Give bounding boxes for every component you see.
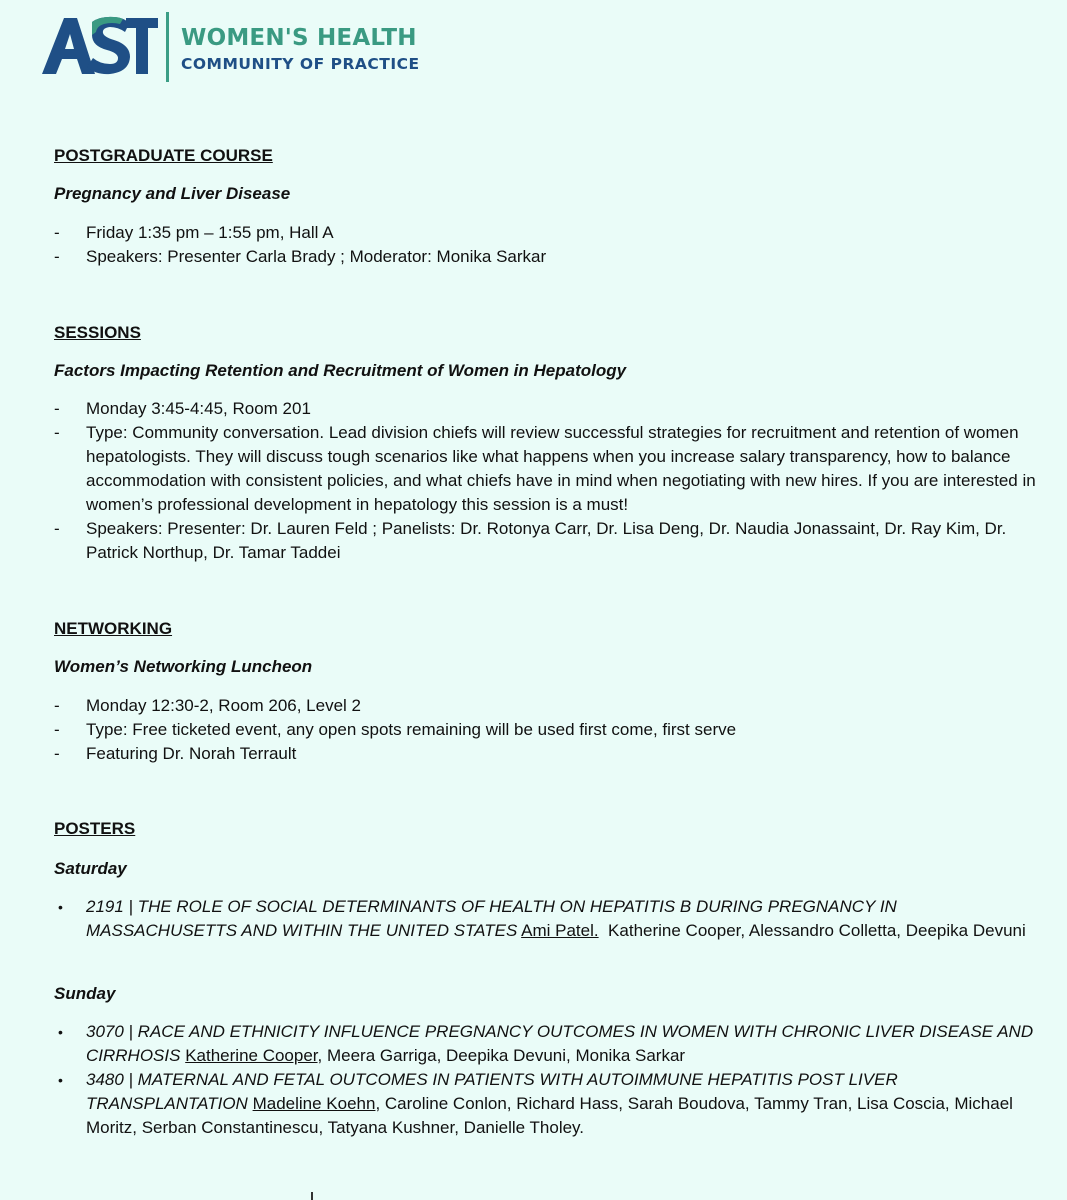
sessions-heading: SESSIONS — [54, 323, 141, 342]
poster-item — [54, 1068, 1044, 1140]
postgrad-heading: POSTGRADUATE COURSE — [54, 146, 273, 165]
sunday-label: Sunday — [54, 984, 116, 1003]
poster-title: 3480 | MATERNAL AND FETAL OUTCOMES IN PATIENTS WITH AUTOIMMUNE HEPATITIS POST LIVER TRANSPLANTATION — [86, 1070, 898, 1113]
poster-title: 3070 | RACE AND ETHNICITY INFLUENCE PREGNANCY OUTCOMES IN WOMEN WITH CHRONIC LIVER DISEASE AND CIRRHOSIS — [86, 1022, 1034, 1065]
logo-divider — [166, 12, 169, 82]
logo-subtitle: COMMUNITY OF PRACTICE — [181, 55, 420, 73]
networking-heading: NETWORKING — [54, 619, 173, 638]
list-item — [54, 421, 1044, 517]
dash-bullet: - — [54, 247, 60, 266]
posters-heading: POSTERS — [54, 819, 136, 838]
dash-bullet: - — [54, 399, 60, 418]
poster-authors: , Caroline Conlon, Richard Hass, Sarah Boudova, Tammy Tran, Lisa Coscia, Michael Moritz, Serban Constantinescu, Tatyana Kushner, Danielle Tholey. — [86, 1094, 1013, 1137]
networking-title: Women’s Networking Luncheon — [54, 657, 313, 676]
item-text: Monday 12:30-2, Room 206, Level 2 — [86, 696, 362, 715]
item-text: Friday 1:35 pm – 1:55 pm, Hall A — [86, 223, 334, 242]
dash-bullet: - — [54, 423, 60, 442]
dash-bullet: - — [54, 519, 60, 538]
poster-item — [54, 1020, 1044, 1068]
list-item — [54, 221, 1044, 245]
poster-presenter: Katherine Cooper — [185, 1046, 318, 1065]
bullet-dot: • — [58, 1072, 63, 1088]
item-text: Featuring Dr. Norah Terrault — [86, 744, 297, 763]
sunday-posters-list — [54, 1020, 1044, 1140]
saturday-label: Saturday — [54, 859, 127, 878]
list-item — [54, 742, 1044, 766]
item-text: Type: Free ticketed event, any open spots remaining will be used first come, first serve — [86, 720, 737, 739]
list-item — [54, 517, 1044, 565]
bullet-dot: • — [58, 1024, 63, 1040]
item-text: Monday 3:45-4:45, Room 201 — [86, 399, 311, 418]
saturday-posters-list — [54, 895, 1044, 943]
ast-logo — [40, 12, 420, 84]
poster-title: 2191 | THE ROLE OF SOCIAL DETERMINANTS OF HEALTH ON HEPATITIS B DURING PREGNANCY IN MASSACHUSETTS AND WITHIN THE UNITED STATES — [86, 897, 897, 940]
networking-list — [54, 694, 1044, 766]
logo-title: WOMEN'S HEALTH — [181, 25, 417, 51]
dash-bullet: - — [54, 696, 60, 715]
item-text: Speakers: Presenter: Dr. Lauren Feld ; Panelists: Dr. Rotonya Carr, Dr. Lisa Deng, Dr. Naudia Jonassaint, Dr. Ray Kim, Dr. Patrick Northup, Dr. Tamar Taddei — [86, 519, 1007, 562]
list-item — [54, 694, 1044, 718]
dash-bullet: - — [54, 720, 60, 739]
dash-bullet: - — [54, 744, 60, 763]
item-text: Type: Community conversation. Lead division chiefs will review successful strategies for recruitment and retention of women hepatologists. They will discuss tough scenarios like what happens when you increase salary transparency, how to balance accommodation with consistent policies, and what chiefs have in mind when negotiating with new hires. If you are interested in women’s professional development in hepatology this session is a must! — [86, 423, 1036, 514]
ast-logo-mark — [40, 12, 160, 78]
poster-item — [54, 895, 1044, 943]
text-cursor-mark — [311, 1192, 313, 1200]
list-item — [54, 397, 1044, 421]
item-text: Speakers: Presenter Carla Brady ; Moderator: Monika Sarkar — [86, 247, 547, 266]
poster-presenter: Madeline Koehn — [252, 1094, 376, 1113]
postgrad-list — [54, 221, 1044, 269]
list-item — [54, 718, 1044, 742]
postgrad-title: Pregnancy and Liver Disease — [54, 184, 291, 203]
sessions-title: Factors Impacting Retention and Recruitment of Women in Hepatology — [54, 361, 627, 380]
bullet-dot: • — [58, 899, 63, 915]
dash-bullet: - — [54, 223, 60, 242]
poster-presenter: Ami Patel. — [521, 921, 599, 940]
sessions-list — [54, 397, 1044, 565]
list-item — [54, 245, 1044, 269]
poster-authors: Katherine Cooper, Alessandro Colletta, Deepika Devuni — [598, 921, 1026, 940]
poster-authors: , Meera Garriga, Deepika Devuni, Monika Sarkar — [317, 1046, 686, 1065]
